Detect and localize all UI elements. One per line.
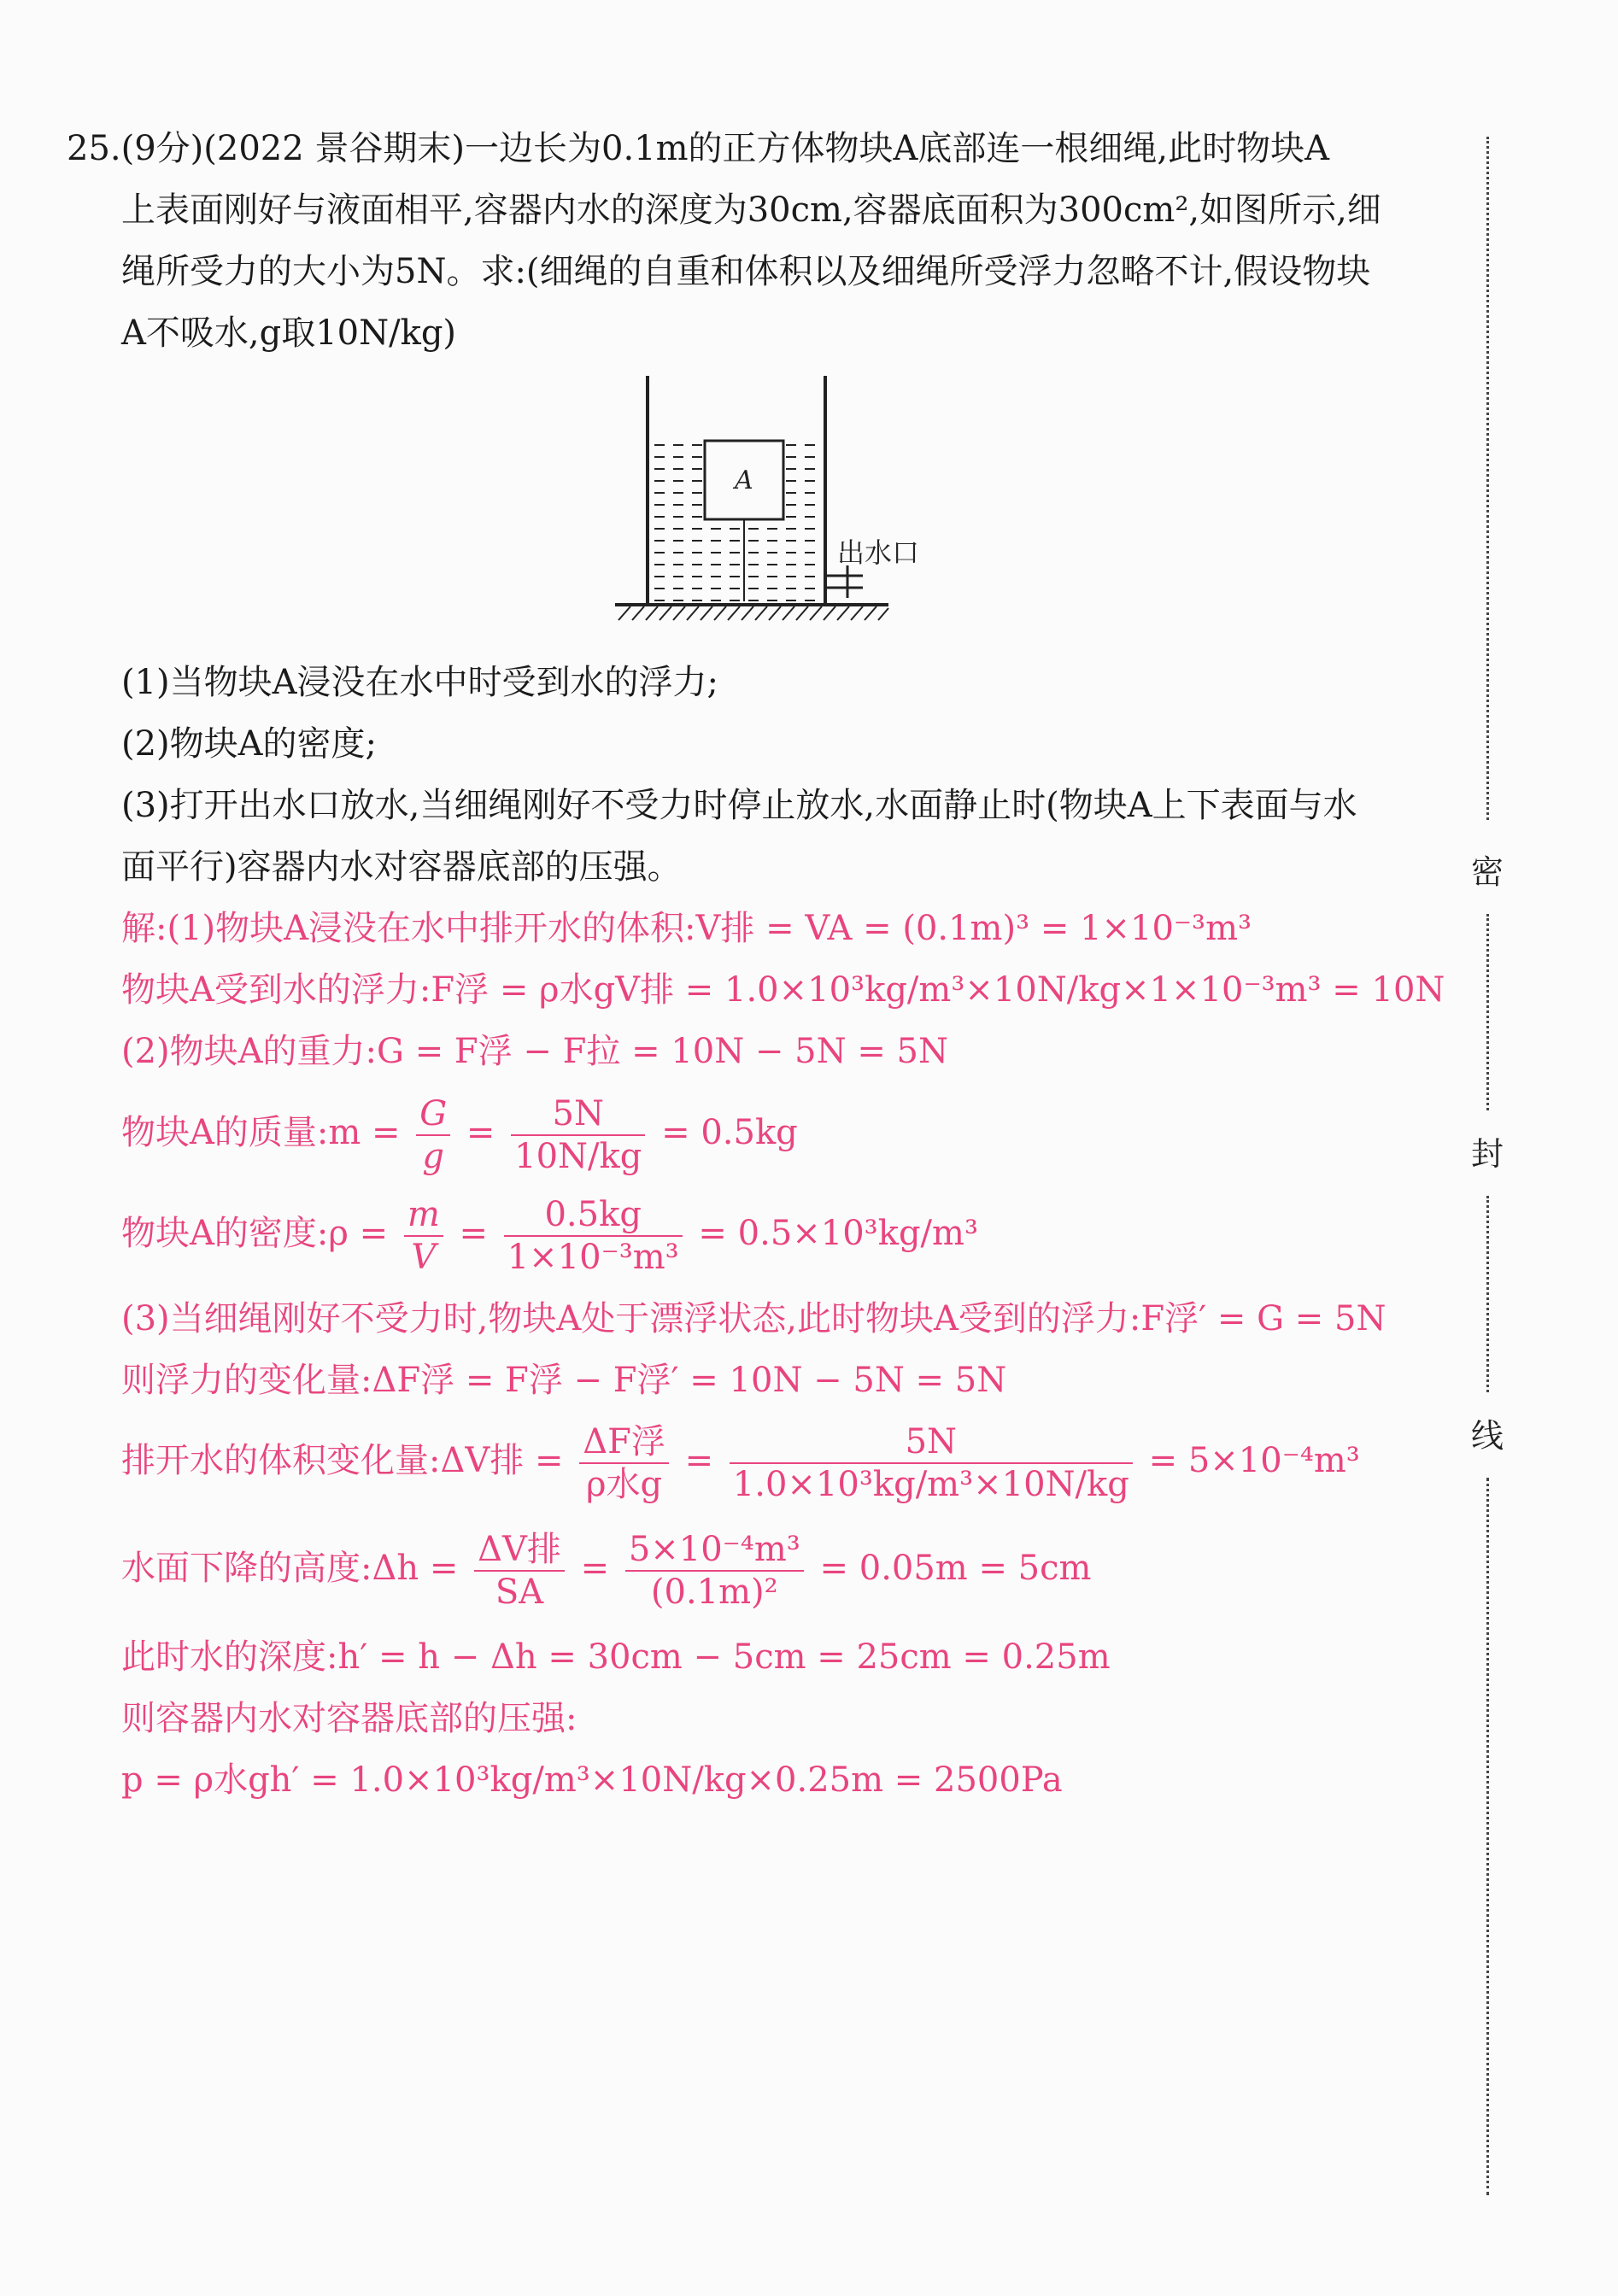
fraction-df-over-rhog bbox=[579, 1421, 669, 1505]
binding-dotted-line-4 bbox=[1486, 1478, 1489, 2195]
fraction-denominator: V bbox=[411, 1238, 437, 1277]
solution-height-result: = 0.05m = 5cm bbox=[819, 1549, 1092, 1588]
solution-volume-prefix: 排开水的体积变化量:ΔV排 = bbox=[121, 1441, 564, 1480]
binding-dotted-line-1 bbox=[1486, 137, 1489, 820]
margin-char-mi: 密 bbox=[1471, 853, 1504, 891]
solution-mass-result: = 0.5kg bbox=[661, 1113, 798, 1152]
fraction-numerator: ΔF浮 bbox=[579, 1421, 669, 1464]
solution-line-1: 解:(1)物块A浸没在水中排开水的体积:V排 = VA = (0.1m)³ = 1×10⁻³m³ bbox=[121, 909, 1252, 948]
binding-dotted-line-3 bbox=[1486, 1196, 1489, 1392]
fraction-denominator: 1.0×10³kg/m³×10N/kg bbox=[732, 1465, 1129, 1504]
sub-question-1: (1)当物块A浸没在水中时受到水的浮力; bbox=[121, 663, 719, 702]
fraction-numerator: 0.5kg bbox=[504, 1194, 683, 1237]
fraction-numerator: 5N bbox=[511, 1093, 645, 1136]
solution-mass-prefix: 物块A的质量:m = bbox=[121, 1113, 401, 1152]
sub-question-3-line-1: (3)打开出水口放水,当细绳刚好不受力时停止放水,水面静止时(物块A上下表面与水 bbox=[121, 786, 1357, 825]
solution-line-7: 则浮力的变化量:ΔF浮 = F浮 − F浮′ = 10N − 5N = 5N bbox=[121, 1361, 1007, 1400]
solution-height-drop: 水面下降的高度:Δh = $\frac{\text{ΔV排}}{SA}$ = $\frac{\text{5×10⁻⁴m³}}{\text{(0.1m)²}}$ = 0.05m = 5cm bbox=[121, 1530, 1092, 1612]
fraction-g-over-g bbox=[416, 1093, 450, 1177]
fraction-5n-over-rho-g bbox=[730, 1421, 1133, 1505]
solution-line-2: 物块A受到水的浮力:F浮 = ρ水gV排 = 1.0×10³kg/m³×10N/kg×1×10⁻³m³ = 10N bbox=[121, 970, 1445, 1010]
solution-line-3: (2)物块A的重力:G = F浮 − F拉 = 10N − 5N = 5N bbox=[121, 1032, 949, 1071]
question-line-3: 绳所受力的大小为5N。求:(细绳的自重和体积以及细绳所受浮力忽略不计,假设物块 bbox=[121, 252, 1371, 291]
fraction-numerator: m bbox=[404, 1194, 443, 1237]
margin-char-xian: 线 bbox=[1471, 1417, 1504, 1455]
solution-volume-change: 排开水的体积变化量:ΔV排 = $\frac{\text{ΔF浮}}{\text{ρ水g}}$ = $\frac{5N}{\text{1.0×10³kg/m³×10N/kg}}$ = 5×10⁻⁴m³ bbox=[121, 1422, 1360, 1504]
fraction-denominator: 1×10⁻³m³ bbox=[507, 1238, 679, 1277]
fraction-numerator: G bbox=[416, 1093, 450, 1136]
outlet-label: 出水口 bbox=[837, 536, 920, 569]
solution-density-result: = 0.5×10³kg/m³ bbox=[698, 1214, 978, 1253]
fraction-denominator: 10N/kg bbox=[514, 1137, 642, 1176]
block-a-label: A bbox=[735, 466, 753, 495]
question-line-1: 25.(9分)(2022 景谷期末)一边长为0.1m的正方体物块A底部连一根细绳,此时物块A bbox=[67, 129, 1330, 168]
sub-question-2: (2)物块A的密度; bbox=[121, 724, 378, 764]
sub-question-3-line-2: 面平行)容器内水对容器底部的压强。 bbox=[121, 847, 682, 887]
solution-line-10: 此时水的深度:h′ = h − Δh = 30cm − 5cm = 25cm = 0.25m bbox=[121, 1637, 1111, 1677]
solution-line-12: p = ρ水gh′ = 1.0×10³kg/m³×10N/kg×0.25m = 2500Pa bbox=[121, 1760, 1063, 1800]
fraction-mass-over-volume bbox=[504, 1194, 683, 1278]
fraction-denominator: g bbox=[422, 1137, 445, 1176]
fraction-5n-over-10n bbox=[511, 1093, 645, 1177]
question-line-4: A不吸水,g取10N/kg) bbox=[121, 313, 457, 353]
fraction-numerator: 5×10⁻⁴m³ bbox=[625, 1529, 804, 1572]
fraction-dv-over-sa bbox=[474, 1529, 565, 1613]
fraction-denominator: (0.1m)² bbox=[650, 1573, 778, 1612]
binding-dotted-line-2 bbox=[1486, 914, 1489, 1110]
fraction-m-over-v bbox=[404, 1194, 443, 1278]
solution-volume-result: = 5×10⁻⁴m³ bbox=[1148, 1441, 1360, 1480]
fraction-denominator: SA bbox=[495, 1573, 544, 1612]
solution-density-prefix: 物块A的密度:ρ = bbox=[121, 1214, 389, 1253]
fraction-numerator: ΔV排 bbox=[474, 1529, 565, 1572]
fraction-volume-over-area bbox=[625, 1529, 804, 1613]
solution-line-11: 则容器内水对容器底部的压强: bbox=[121, 1699, 577, 1738]
margin-char-feng: 封 bbox=[1471, 1135, 1504, 1173]
container-diagram bbox=[615, 367, 920, 641]
ground-hatching bbox=[618, 606, 888, 620]
solution-mass: 物块A的质量:m = $\frac{G}{g}$ = $\frac{5N}{10N/kg}$ = 0.5kg bbox=[121, 1094, 798, 1176]
solution-height-prefix: 水面下降的高度:Δh = bbox=[121, 1549, 459, 1588]
question-line-2: 上表面刚好与液面相平,容器内水的深度为30cm,容器底面积为300cm²,如图所示,细 bbox=[121, 190, 1381, 230]
solution-line-6: (3)当细绳刚好不受力时,物块A处于漂浮状态,此时物块A受到的浮力:F浮′ = G = 5N bbox=[121, 1299, 1386, 1338]
fraction-numerator: 5N bbox=[730, 1421, 1133, 1464]
solution-density: 物块A的密度:ρ = $\frac{m}{V}$ = $\frac{0.5kg}{\text{1×10⁻³m³}}$ = 0.5×10³kg/m³ bbox=[121, 1195, 978, 1277]
fraction-denominator: ρ水g bbox=[585, 1465, 663, 1504]
